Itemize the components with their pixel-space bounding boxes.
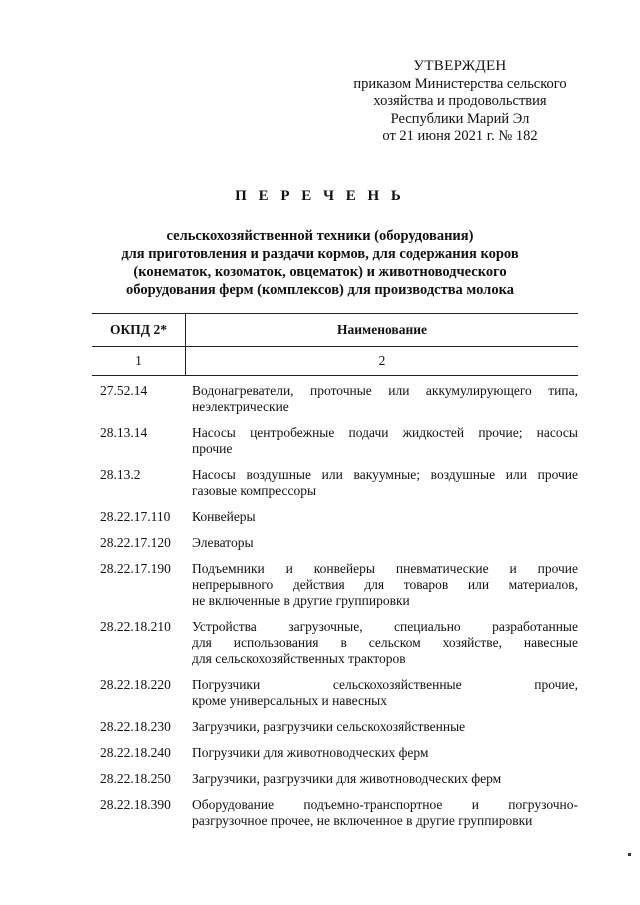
row-name-line: Оборудование подъемно-транспортное и погрузочно- (192, 797, 578, 812)
subtitle-line: (конематок, козоматок, овцематок) и животноводческого (133, 264, 507, 280)
row-code: 27.52.14 (100, 383, 148, 398)
row-code: 28.22.18.240 (100, 745, 171, 760)
approval-line: Республики Марий Эл (390, 110, 530, 127)
row-name-line: неэлектрические (192, 399, 289, 414)
approval-line: хозяйства и продовольствия (373, 93, 547, 109)
document-title: П Е Р Е Ч Е Н Ь (235, 188, 405, 204)
table-rule (92, 346, 578, 347)
row-name-line: прочие (192, 441, 233, 456)
subtitle-line: сельскохозяйственной техники (оборудования) (166, 228, 474, 244)
row-name-line: Водонагреватели, проточные или аккумулирующего типа, (192, 383, 578, 398)
header-number-1: 1 (135, 353, 142, 368)
table-row (92, 677, 578, 709)
row-name (192, 535, 578, 551)
table-row (92, 771, 578, 787)
header-number-2: 2 (378, 353, 386, 368)
row-name-line: кроме универсальных и навесных (192, 693, 388, 708)
table-row (92, 561, 578, 609)
approval-block (335, 58, 585, 146)
table-row (92, 797, 578, 829)
row-name-line: Загрузчики, разгрузчики сельскохозяйственные (192, 719, 466, 734)
table-row (92, 383, 578, 415)
table-row (92, 619, 578, 667)
table-row (92, 535, 578, 551)
row-name-line: газовые компрессоры (192, 483, 317, 498)
row-name (192, 467, 578, 499)
row-code: 28.22.18.250 (100, 771, 171, 786)
subtitle-line: для приготовления и раздачи кормов, для содержания коров (121, 246, 519, 262)
row-name-line: Загрузчики, разгрузчики для животноводческих ферм (192, 771, 502, 786)
table-row (92, 425, 578, 457)
header-code: ОКПД 2* (110, 322, 167, 337)
row-code: 28.22.18.220 (100, 677, 171, 692)
row-name (192, 745, 578, 761)
row-name (192, 797, 578, 829)
row-code: 28.22.17.110 (100, 509, 171, 524)
row-name-line: разгрузочное прочее, не включенное в другие группировки (192, 813, 533, 828)
row-name-line: Элеваторы (192, 535, 254, 550)
row-name-line: не включенные в другие группировки (192, 593, 410, 608)
row-name (192, 561, 578, 609)
row-code: 28.22.18.230 (100, 719, 171, 734)
subtitle-line: оборудования ферм (комплексов) для производства молока (126, 282, 514, 298)
row-name-line: Устройства загрузочные, специально разработанные (192, 619, 578, 634)
row-name-line: Подъемники и конвейеры пневматические и прочие (192, 561, 578, 576)
row-name (192, 509, 578, 525)
scan-speck (628, 853, 631, 856)
document-subtitle (110, 227, 530, 299)
row-code: 28.22.17.120 (100, 535, 171, 550)
header-name: Наименование (337, 322, 427, 337)
row-name-line: Конвейеры (192, 509, 256, 524)
table-rule (92, 375, 578, 376)
row-name (192, 383, 578, 415)
row-name-line: для использования в сельском хозяйстве, навесные (192, 635, 578, 650)
row-name-line: Насосы воздушные или вакуумные; воздушные или прочие (192, 467, 578, 482)
row-name-line: Погрузчики сельскохозяйственные прочие, (192, 677, 578, 692)
approval-line: приказом Министерства сельского (353, 75, 567, 92)
table-row (92, 467, 578, 499)
row-name (192, 719, 578, 735)
row-code: 28.13.2 (100, 467, 141, 482)
row-name-line: для сельскохозяйственных тракторов (192, 651, 406, 666)
row-name (192, 771, 578, 787)
row-code: 28.22.18.390 (100, 797, 171, 812)
table-row (92, 745, 578, 761)
row-name-line: непрерывного действия для товаров или материалов, (192, 577, 578, 592)
table-row (92, 509, 578, 525)
row-name-line: Насосы центробежные подачи жидкостей прочие; насосы (192, 425, 578, 440)
table-header (92, 313, 578, 377)
row-name (192, 425, 578, 457)
table-row (92, 719, 578, 735)
table-body (92, 383, 578, 829)
row-code: 28.22.17.190 (100, 561, 171, 576)
approval-title: УТВЕРЖДЕН (413, 58, 507, 74)
row-name (192, 677, 578, 709)
row-code: 28.22.18.210 (100, 619, 171, 634)
table-rule (92, 313, 578, 314)
row-code: 28.13.14 (100, 425, 148, 440)
approval-line: от 21 июня 2021 г. № 182 (382, 128, 538, 144)
equipment-table (92, 313, 578, 839)
row-name-line: Погрузчики для животноводческих ферм (192, 745, 429, 760)
row-name (192, 619, 578, 667)
